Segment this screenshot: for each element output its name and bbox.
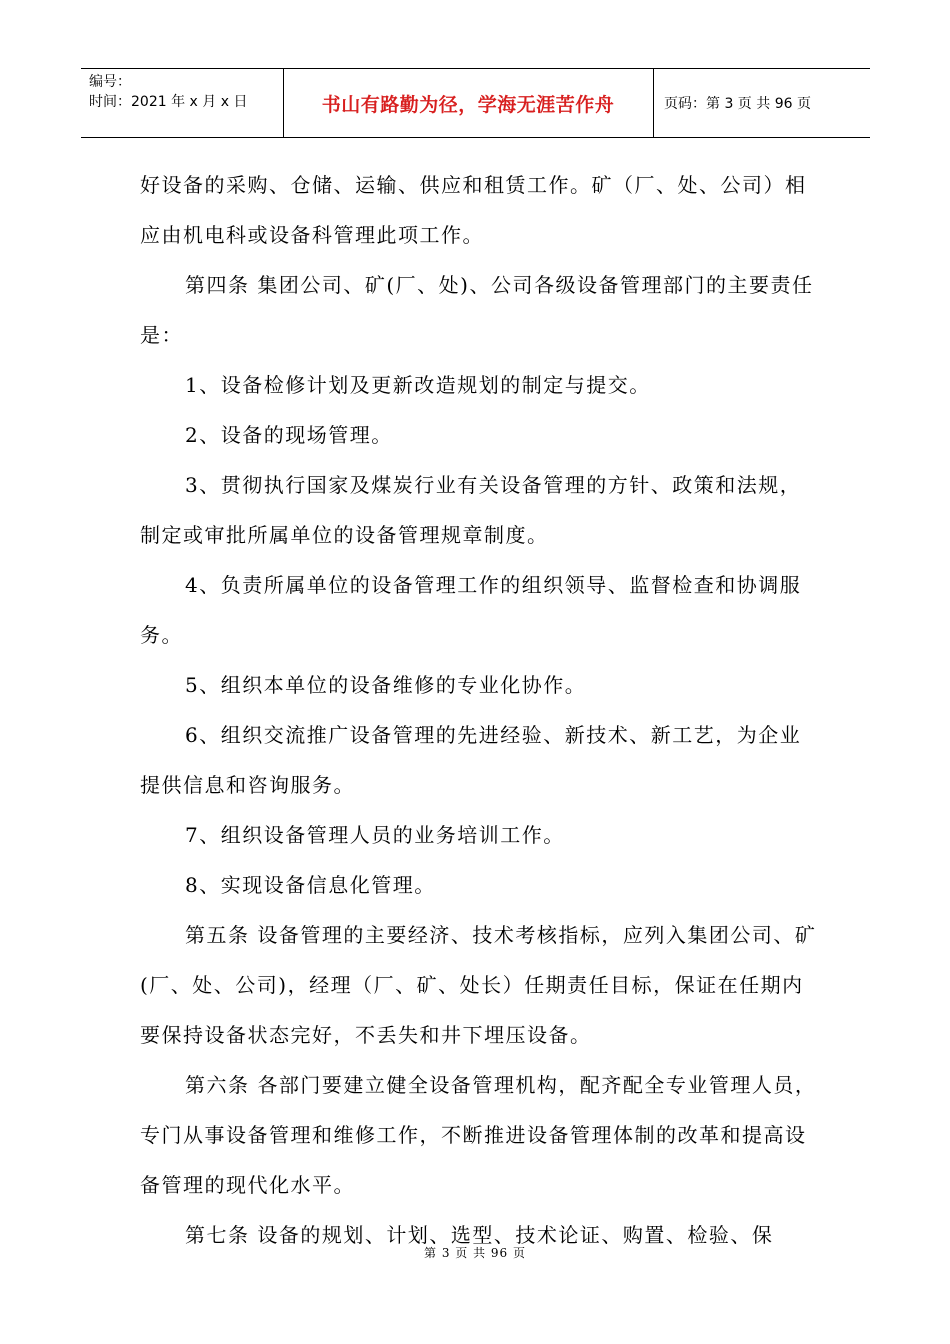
article-4: 第四条 集团公司、矿(厂、处)、公司各级设备管理部门的主要责任是： [140,273,814,347]
article-5: 第五条 设备管理的主要经济、技术考核指标，应列入集团公司、矿(厂、处、公司)，经理（厂、矿、处长）任期责任目标，保证在任期内要保持设备状态完好，不丢失和井下埋压设备。 [140,923,817,1047]
number-label: 编号： [89,74,131,90]
paragraph-continuation: 好设备的采购、仓储、运输、供应和租赁工作。矿（厂、处、公司）相应由机电科或设备科管理此项工作。 [140,173,807,247]
header-page-label: 页码：第 3 页 共 96 页 [664,96,811,112]
list-item-8: 8、实现设备信息化管理。 [185,873,436,897]
article-7: 第七条 设备的规划、计划、选型、技术论证、购置、检验、保 [185,1223,774,1247]
page-footer: 第 3 页 共 96 页 [424,1246,526,1260]
date-label: 时间：2021 年 x 月 x 日 [89,94,248,110]
list-item-1: 1、设备检修计划及更新改造规划的制定与提交。 [185,373,651,397]
list-item-3: 3、贯彻执行国家及煤炭行业有关设备管理的方针、政策和法规，制定或审批所属单位的设备管理规章制度。 [140,473,802,547]
article-6: 第六条 各部门要建立健全设备管理机构，配齐配全专业管理人员，专门从事设备管理和维修工作，不断推进设备管理体制的改革和提高设备管理的现代化水平。 [140,1073,817,1197]
header-slogan: 书山有路勤为径，学海无涯苦作舟 [321,93,615,116]
document-body [140,160,820,1260]
list-item-7: 7、组织设备管理人员的业务培训工作。 [185,823,565,847]
list-item-6: 6、组织交流推广设备管理的先进经验、新技术、新工艺，为企业提供信息和咨询服务。 [140,723,802,797]
header-info [89,72,281,112]
list-item-4: 4、负责所属单位的设备管理工作的组织领导、监督检查和协调服务。 [140,573,802,647]
page-header [81,68,870,138]
list-item-5: 5、组织本单位的设备维修的专业化协作。 [185,673,587,697]
header-divider [653,69,654,137]
list-item-2: 2、设备的现场管理。 [185,423,393,447]
